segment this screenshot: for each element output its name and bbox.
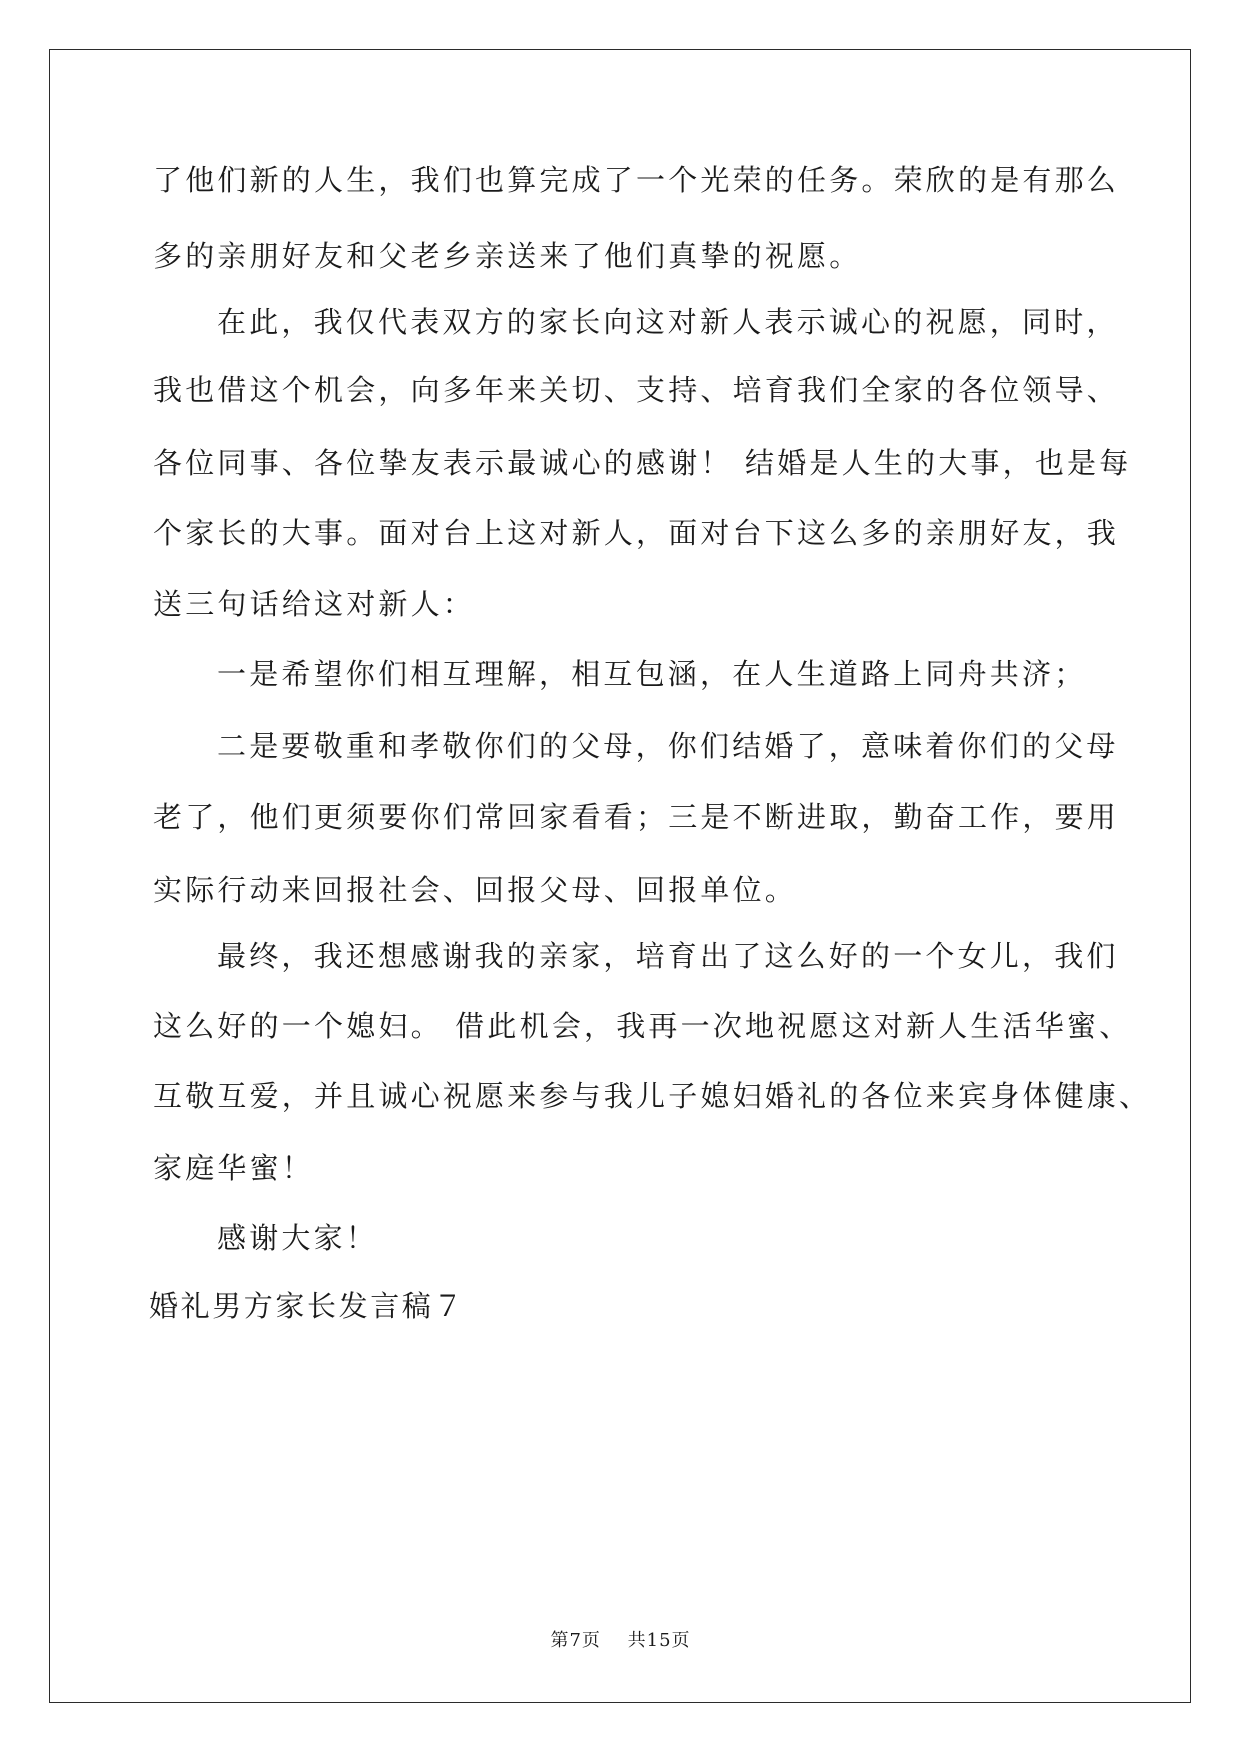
paragraph-line: 了他们新的人生，我们也算完成了一个光荣的任务。荣欣的是有那么 [153, 163, 1120, 197]
paragraph-line: 我也借这个机会，向多年来关切、支持、培育我们全家的各位领导、 [153, 373, 1120, 407]
paragraph-line: 一是希望你们相互理解，相互包涵，在人生道路上同舟共济； [217, 657, 1087, 691]
paragraph-line: 送三句话给这对新人： [153, 587, 476, 621]
page-footer [0, 1626, 1241, 1652]
paragraph-line: 互敬互爱，并且诚心祝愿来参与我儿子媳妇婚礼的各位来宾身体健康、 [153, 1079, 1152, 1113]
total-page-count: 共15页 [627, 1630, 691, 1651]
paragraph-line: 个家长的大事。面对台上这对新人，面对台下这么多的亲朋好友，我 [153, 516, 1120, 550]
paragraph-line: 这么好的一个媳妇。 借此机会，我再一次地祝愿这对新人生活华蜜、 [153, 1009, 1132, 1043]
paragraph-line: 实际行动来回报社会、回报父母、回报单位。 [153, 873, 798, 907]
paragraph-line: 二是要敬重和孝敬你们的父母，你们结婚了，意味着你们的父母 [217, 729, 1119, 763]
paragraph-line: 家庭华蜜！ [153, 1151, 315, 1185]
paragraph-line: 多的亲朋好友和父老乡亲送来了他们真挚的祝愿。 [153, 239, 862, 273]
paragraph-line: 各位同事、各位挚友表示最诚心的感谢！ 结婚是人生的大事，也是每 [153, 446, 1132, 480]
paragraph-line: 感谢大家！ [217, 1221, 379, 1255]
paragraph-line: 老了，他们更须要你们常回家看看；三是不断进取，勤奋工作，要用 [153, 800, 1120, 834]
paragraph-line: 最终，我还想感谢我的亲家，培育出了这么好的一个女儿，我们 [217, 939, 1119, 973]
section-heading: 婚礼男方家长发言稿７ [149, 1289, 466, 1323]
current-page-number: 第7页 [550, 1630, 601, 1651]
paragraph-line: 在此，我仅代表双方的家长向这对新人表示诚心的祝愿，同时， [217, 305, 1119, 339]
